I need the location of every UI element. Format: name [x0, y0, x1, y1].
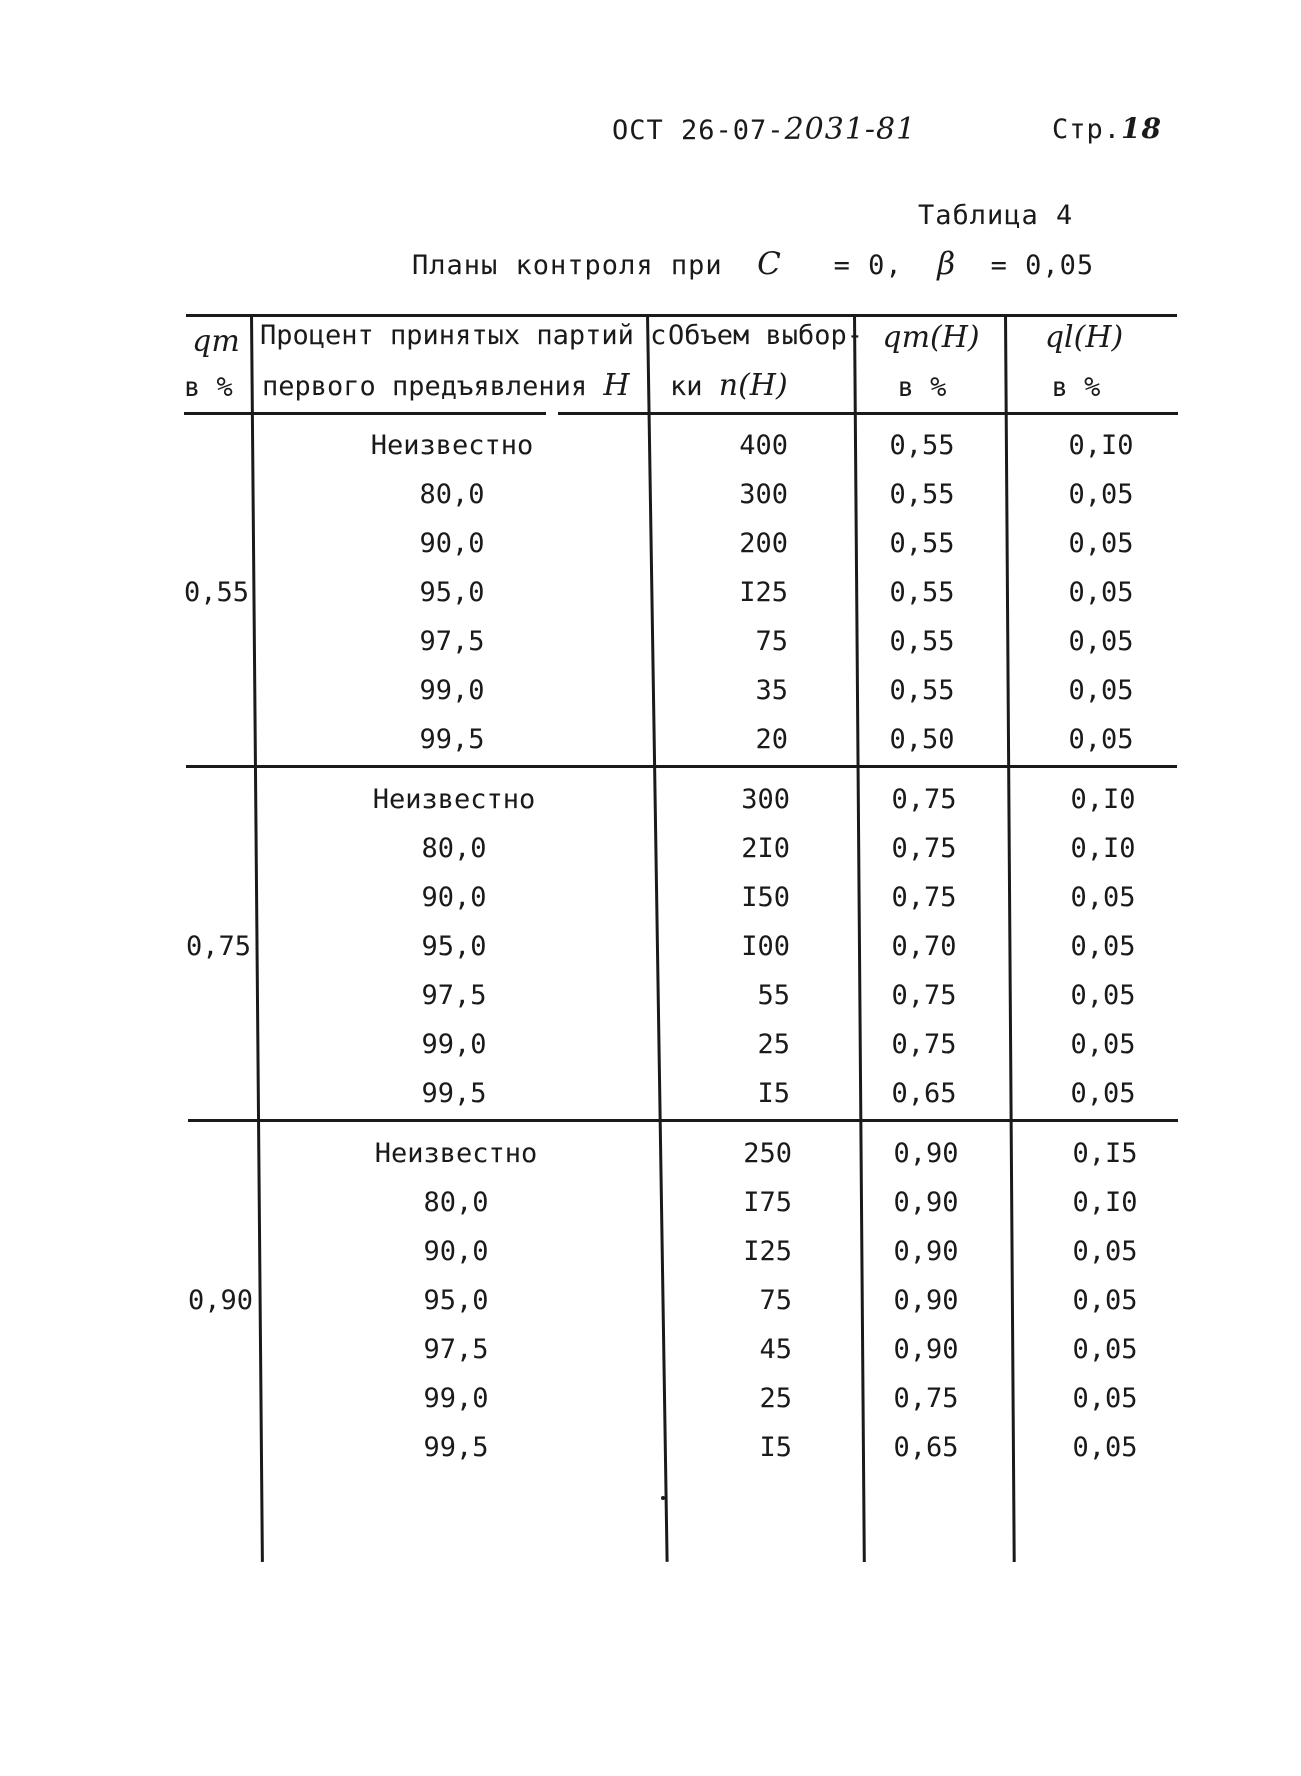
cell-qlh: 0,05 — [1068, 577, 1134, 608]
cell-percent: 99,0 — [419, 675, 485, 706]
caption-beta-value: = 0,05 — [990, 250, 1095, 281]
cell-qlh: 0,05 — [1072, 1285, 1138, 1316]
cell-qm-group: 0,75 — [186, 931, 252, 962]
cell-qmh: 0,75 — [891, 833, 957, 864]
cell-qmh: 0,90 — [893, 1334, 959, 1365]
cell-qmh: 0,50 — [889, 724, 955, 755]
cell-sample: 45 — [759, 1334, 792, 1365]
cell-qlh: 0,05 — [1072, 1334, 1138, 1365]
cell-qlh: 0,05 — [1070, 1078, 1136, 1109]
header-percent-line2 — [262, 370, 630, 403]
header-percent-line2-text: первого предъявления — [262, 371, 588, 402]
cell-sample: 250 — [743, 1138, 792, 1169]
cell-qlh: 0,05 — [1068, 675, 1134, 706]
cell-percent: 80,0 — [423, 1187, 489, 1218]
cell-sample: 55 — [757, 980, 790, 1011]
cell-qmh: 0,90 — [893, 1285, 959, 1316]
cell-qmh: 0,55 — [889, 528, 955, 559]
header-qm-symbol: qm — [192, 324, 240, 359]
cell-sample: 75 — [759, 1285, 792, 1316]
cell-qlh: 0,05 — [1072, 1432, 1138, 1463]
cell-percent: Неизвестно — [372, 784, 536, 815]
cell-percent: 97,5 — [421, 980, 487, 1011]
header-bottom-rule — [558, 412, 1178, 415]
caption-prefix: Планы контроля при — [412, 250, 723, 281]
cell-qlh: 0,05 — [1068, 479, 1134, 510]
table-label: Таблица 4 — [918, 200, 1074, 231]
cell-qmh: 0,55 — [889, 675, 955, 706]
cell-sample: 20 — [755, 724, 788, 755]
cell-qm-group: 0,90 — [188, 1285, 254, 1316]
page-number-prefix: Стр. — [1052, 114, 1122, 145]
cell-sample: 25 — [759, 1383, 792, 1414]
cell-qlh: 0,05 — [1068, 528, 1134, 559]
page-number-handwritten: 18 — [1121, 112, 1162, 145]
cell-percent: 80,0 — [419, 479, 485, 510]
cell-percent: 90,0 — [421, 882, 487, 913]
cell-percent: 99,5 — [421, 1078, 487, 1109]
cell-qmh: 0,55 — [889, 430, 955, 461]
cell-percent: 95,0 — [421, 931, 487, 962]
document-code-handwritten: 2031-81 — [784, 112, 917, 147]
header-qlh-symbol: ql(H) — [1044, 320, 1124, 355]
cell-qmh: 0,55 — [889, 479, 955, 510]
header-sample-line2-text: ки — [670, 371, 703, 402]
cell-qmh: 0,75 — [893, 1383, 959, 1414]
cell-qlh: 0,05 — [1072, 1383, 1138, 1414]
cell-qlh: 0,05 — [1070, 980, 1136, 1011]
header-qm-unit: в % — [184, 372, 233, 403]
cell-percent: 97,5 — [423, 1334, 489, 1365]
cell-qlh: 0,I5 — [1072, 1138, 1138, 1169]
table-top-rule — [186, 314, 1177, 317]
cell-sample: I5 — [759, 1432, 792, 1463]
header-sample-symbol: n(H) — [718, 368, 788, 403]
cell-percent: Неизвестно — [374, 1138, 538, 1169]
cell-qlh: 0,I0 — [1068, 430, 1134, 461]
cell-qmh: 0,75 — [891, 980, 957, 1011]
cell-qmh: 0,70 — [891, 931, 957, 962]
cell-percent: 95,0 — [419, 577, 485, 608]
cell-sample: 2I0 — [741, 833, 790, 864]
cell-sample: I5 — [757, 1078, 790, 1109]
cell-qlh: 0,05 — [1068, 724, 1134, 755]
cell-percent: Неизвестно — [370, 430, 534, 461]
cell-qlh: 0,I0 — [1070, 784, 1136, 815]
cell-percent: 95,0 — [423, 1285, 489, 1316]
document-code — [612, 112, 916, 147]
cell-sample: 300 — [741, 784, 790, 815]
group-separator-rule — [188, 1119, 1178, 1122]
cell-qmh: 0,90 — [893, 1138, 959, 1169]
cell-qlh: 0,05 — [1072, 1236, 1138, 1267]
cell-qlh: 0,05 — [1070, 882, 1136, 913]
group-separator-rule — [186, 765, 1177, 768]
cell-qmh: 0,65 — [891, 1078, 957, 1109]
cell-percent: 99,0 — [421, 1029, 487, 1060]
cell-qlh: 0,I0 — [1072, 1187, 1138, 1218]
cell-qmh: 0,90 — [893, 1236, 959, 1267]
cell-sample: 200 — [739, 528, 788, 559]
cell-sample: I00 — [741, 931, 790, 962]
cell-percent: 90,0 — [423, 1236, 489, 1267]
header-qmh-symbol: qm(H) — [882, 320, 980, 355]
table-caption — [412, 246, 1094, 282]
cell-qlh: 0,05 — [1068, 626, 1134, 657]
header-sample-line2 — [670, 370, 788, 403]
cell-percent: 99,0 — [423, 1383, 489, 1414]
page-number — [1052, 112, 1162, 145]
cell-qmh: 0,65 — [893, 1432, 959, 1463]
cell-percent: 80,0 — [421, 833, 487, 864]
caption-beta-symbol: β — [937, 246, 957, 282]
cell-sample: I75 — [743, 1187, 792, 1218]
cell-qlh: 0,05 — [1070, 1029, 1136, 1060]
header-percent-symbol: H — [603, 368, 630, 403]
cell-sample: 400 — [739, 430, 788, 461]
cell-qmh: 0,55 — [889, 626, 955, 657]
cell-qmh: 0,75 — [891, 784, 957, 815]
cell-qm-group: 0,55 — [184, 577, 250, 608]
header-sample-line1: Объем выбор- — [668, 320, 864, 351]
cell-sample: 75 — [755, 626, 788, 657]
cell-qlh: 0,05 — [1070, 931, 1136, 962]
header-qlh-unit: в % — [1051, 372, 1101, 403]
header-qmh-unit: в % — [897, 372, 947, 403]
cell-qmh: 0,75 — [891, 1029, 957, 1060]
scan-speck — [661, 1496, 665, 1500]
document-code-prefix: ОСТ 26-07- — [612, 115, 785, 146]
cell-sample: 35 — [755, 675, 788, 706]
caption-c-value: = 0, — [833, 250, 903, 281]
cell-qmh: 0,75 — [891, 882, 957, 913]
cell-sample: I25 — [739, 577, 788, 608]
header-bottom-rule — [184, 412, 546, 415]
cell-qmh: 0,90 — [893, 1187, 959, 1218]
cell-percent: 90,0 — [419, 528, 485, 559]
cell-percent: 97,5 — [419, 626, 485, 657]
cell-percent: 99,5 — [419, 724, 485, 755]
header-percent-line1: Процент принятых партий с — [260, 320, 667, 351]
cell-percent: 99,5 — [423, 1432, 489, 1463]
cell-sample: I25 — [743, 1236, 792, 1267]
cell-qlh: 0,I0 — [1070, 833, 1136, 864]
cell-qmh: 0,55 — [889, 577, 955, 608]
cell-sample: 300 — [739, 479, 788, 510]
cell-sample: 25 — [757, 1029, 790, 1060]
cell-sample: I50 — [741, 882, 790, 913]
caption-c-symbol: C — [757, 246, 782, 282]
